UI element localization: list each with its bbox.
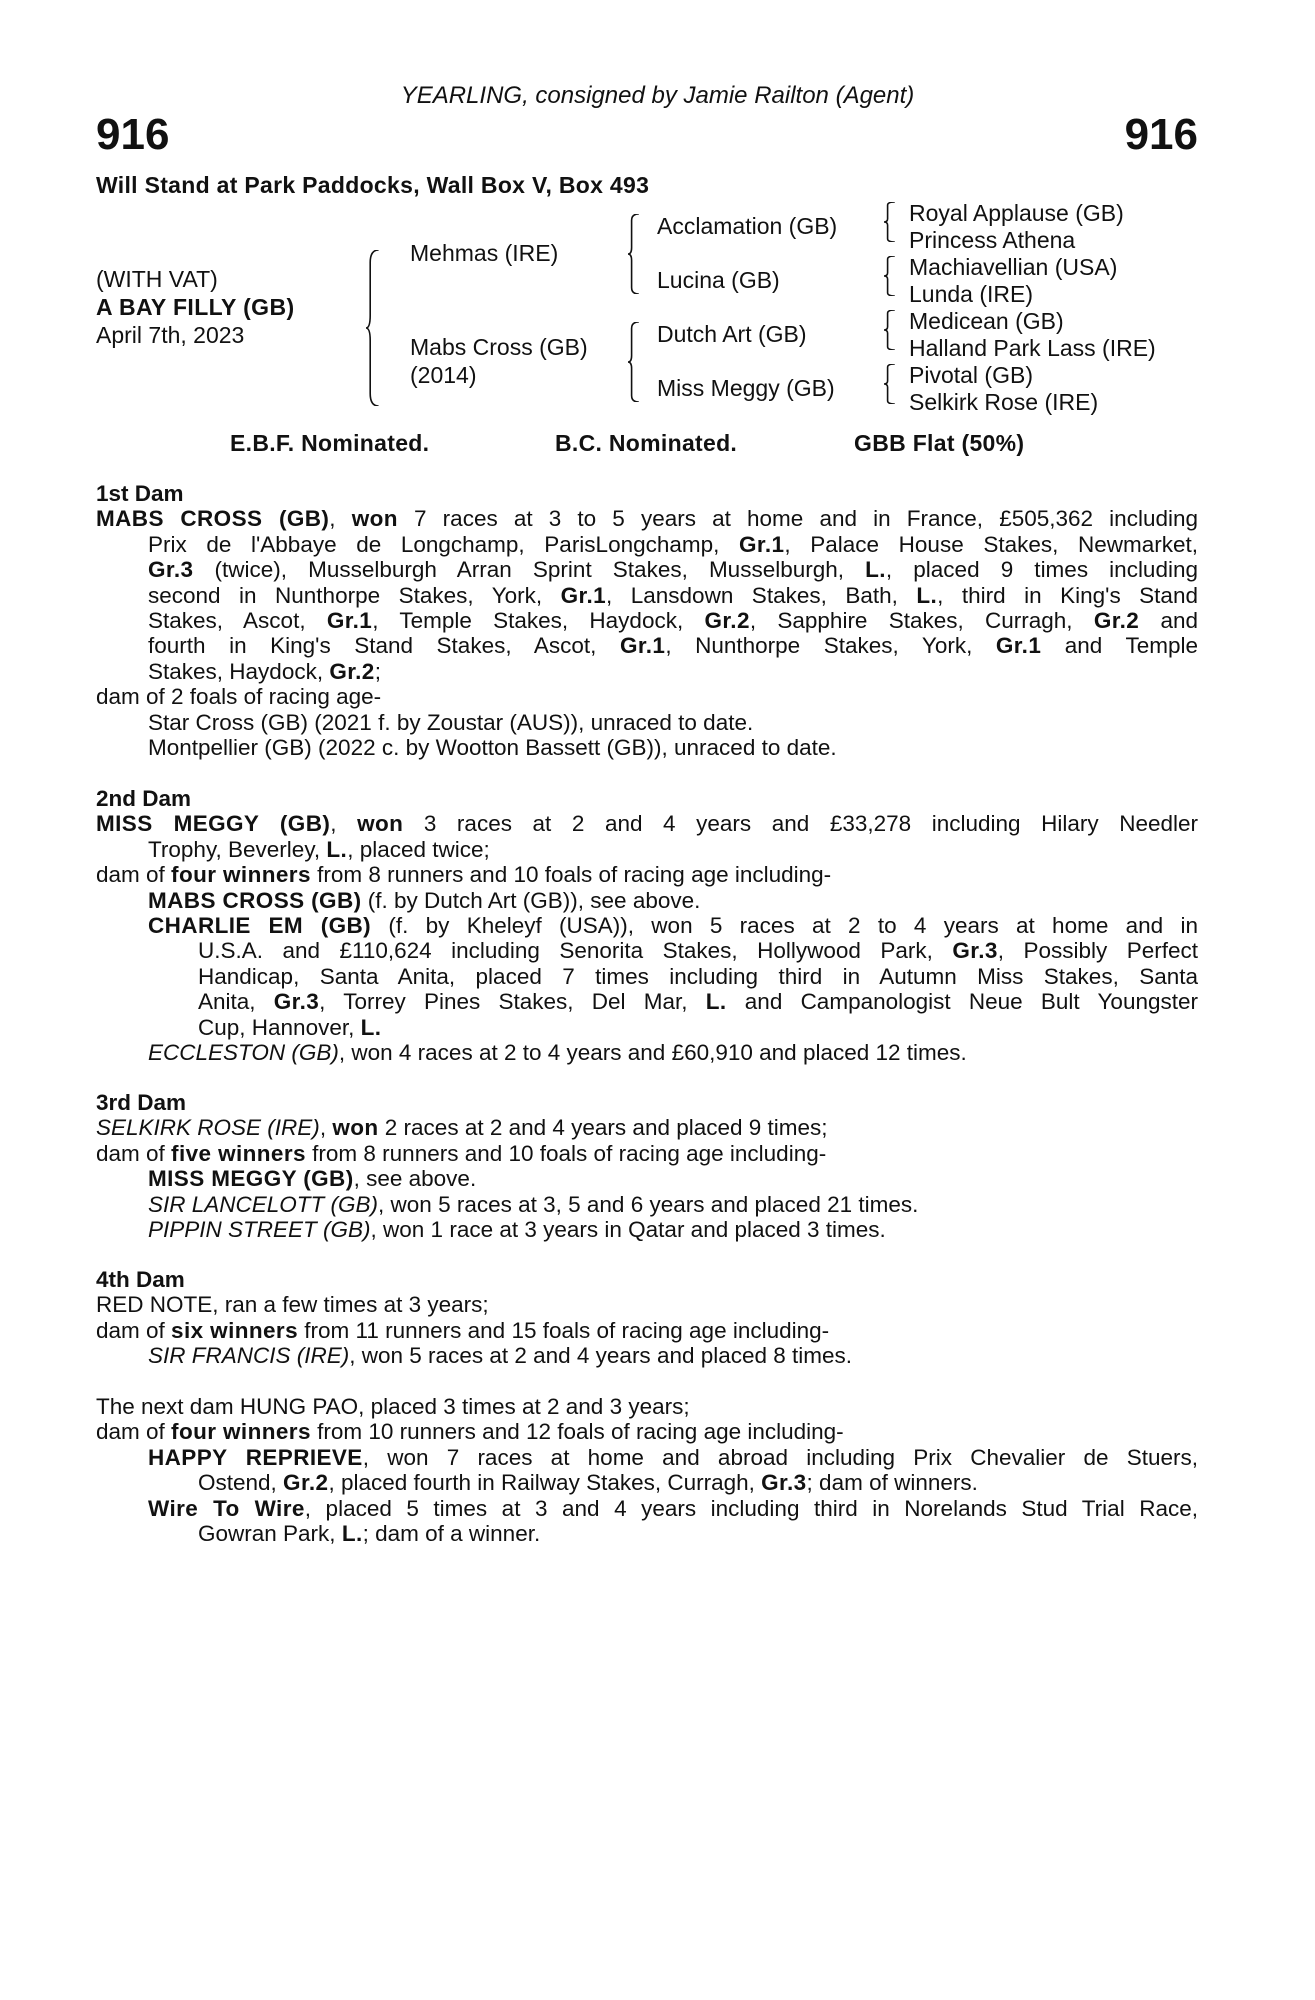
text-line <box>96 1419 1198 1444</box>
text-line <box>96 557 1198 582</box>
text-line <box>96 1217 1198 1242</box>
section-heading: 4th Dam <box>96 1267 185 1292</box>
dam: Mabs Cross (GB) <box>410 334 588 360</box>
bold-text: MABS CROSS (GB) <box>148 887 362 913</box>
text-line <box>96 938 1198 963</box>
text-line <box>96 1343 1198 1368</box>
ancestor: Royal Applause (GB) <box>909 200 1124 226</box>
text-line <box>96 710 1198 735</box>
text: Handicap, Santa Anita, placed 7 times including third in Autumn Miss Stakes, Santa <box>198 963 1198 989</box>
text: dam of <box>96 1140 172 1166</box>
section-heading: 2nd Dam <box>96 786 192 811</box>
vat-note: (WITH VAT) <box>96 266 218 292</box>
text-line <box>96 532 1198 557</box>
text-line <box>96 684 1198 709</box>
bold-text: Gr.3 <box>952 938 998 964</box>
text: , Lansdown Stakes, Bath, <box>606 582 917 608</box>
text: from 10 runners and 12 foals of racing age including- <box>310 1419 844 1445</box>
text: , Nunthorpe Stakes, York, <box>665 633 996 659</box>
text: , won 4 races at 2 to 4 years and £60,910 and placed 12 times. <box>338 1039 967 1065</box>
italic-text: SIR LANCELOTT (GB) <box>148 1191 379 1217</box>
text: , won 7 races at home and abroad including Prix Chevalier de Stuers, <box>362 1444 1199 1470</box>
text: (f. by Dutch Art (GB)), see above. <box>361 887 701 913</box>
text: ; dam of a winner. <box>362 1520 541 1546</box>
text-line <box>96 506 1198 531</box>
text-line <box>96 837 1198 862</box>
bold-text: Gr.2 <box>1093 607 1140 633</box>
bold-text: Gr.3 <box>761 1470 807 1496</box>
ancestor: Selkirk Rose (IRE) <box>909 389 1099 415</box>
text-line <box>96 1496 1198 1521</box>
bold-text: HAPPY REPRIEVE <box>148 1444 363 1470</box>
text-line <box>96 659 1198 684</box>
text: Trophy, Beverley, <box>148 836 327 862</box>
text: , placed twice; <box>347 836 490 862</box>
text: ; dam of winners. <box>806 1470 978 1496</box>
text: Cup, Hannover, <box>198 1014 361 1040</box>
pedigree-brace <box>884 256 896 296</box>
ancestor: Machiavellian (USA) <box>909 254 1118 280</box>
text: ; <box>374 658 381 684</box>
bold-text: six winners <box>171 1317 298 1343</box>
bold-text: four winners <box>171 1419 311 1445</box>
text: Star Cross (GB) (2021 f. by Zoustar (AUS)), unraced to date. <box>148 709 754 735</box>
text: Anita, <box>198 989 274 1015</box>
text-line <box>96 1445 1198 1470</box>
text: , Temple Stakes, Haydock, <box>372 607 705 633</box>
pedigree-brace <box>628 322 640 402</box>
text: , <box>329 506 352 532</box>
bold-text: won <box>332 1115 379 1141</box>
text: , placed 9 times including <box>885 557 1198 583</box>
text: and Campanologist Neue Bult Youngster <box>726 989 1198 1015</box>
bold-text: MISS MEGGY (GB) <box>148 1166 354 1192</box>
section-4th-dam <box>96 1267 1198 1369</box>
text-line <box>96 888 1198 913</box>
text: 7 races at 3 to 5 years at home and in France, £505,362 including <box>397 506 1198 532</box>
text: , placed 5 times at 3 and 4 years including third in Norelands Stud Trial Race, <box>304 1495 1198 1521</box>
bold-text: Gr.2 <box>283 1470 329 1496</box>
bold-text: L. <box>705 989 727 1015</box>
section-2nd-dam <box>96 786 1198 1065</box>
text-line <box>96 633 1198 658</box>
ancestor: Princess Athena <box>909 227 1076 253</box>
stabling-location: Will Stand at Park Paddocks, Wall Box V, Box 493 <box>96 172 650 198</box>
text-line <box>96 1166 1198 1191</box>
text: , <box>319 1115 333 1141</box>
text: dam of <box>96 862 172 888</box>
text: The next dam HUNG PAO, placed 3 times at 2 and 3 years; <box>96 1394 690 1419</box>
bold-text: MABS CROSS (GB) <box>96 506 330 532</box>
text-line <box>96 1192 1198 1217</box>
bold-text: L. <box>865 557 886 583</box>
ancestor: Medicean (GB) <box>909 308 1064 334</box>
text: (twice), Musselburgh Arran Sprint Stakes, Musselburgh, <box>193 557 866 583</box>
text: fourth in King's Stand Stakes, Ascot, <box>148 633 620 659</box>
text: , see above. <box>353 1166 477 1192</box>
text: Prix de l'Abbaye de Longchamp, ParisLongchamp, <box>148 531 740 557</box>
text-line <box>96 862 1198 887</box>
text-line <box>96 1292 1198 1317</box>
text-line <box>96 1318 1198 1343</box>
text: 3 races at 2 and 4 years and £33,278 including Hilary Needler <box>403 811 1198 837</box>
bold-text: Gr.2 <box>704 607 750 633</box>
text-line <box>96 1141 1198 1166</box>
grandsire-paternal: Acclamation (GB) <box>657 213 838 239</box>
text: Ostend, <box>198 1470 284 1496</box>
bold-text: Gr.3 <box>273 989 320 1015</box>
pedigree-brace <box>884 310 896 350</box>
italic-text: ECCLESTON (GB) <box>148 1039 339 1065</box>
bold-text: Gr.1 <box>995 633 1042 659</box>
text: , Torrey Pines Stakes, Del Mar, <box>319 989 706 1015</box>
text-line <box>96 735 1198 760</box>
text-line <box>96 1394 1198 1419</box>
bold-text: Gr.1 <box>560 582 607 608</box>
section-heading: 1st Dam <box>96 481 184 506</box>
text: , won 5 races at 2 and 4 years and placed 8 times. <box>349 1343 853 1369</box>
dam-year: (2014) <box>410 362 477 388</box>
ancestor: Halland Park Lass (IRE) <box>909 335 1156 361</box>
granddam-paternal: Lucina (GB) <box>657 267 780 293</box>
pedigree-brace <box>884 364 896 404</box>
text-line <box>96 913 1198 938</box>
section-1st-dam <box>96 481 1198 760</box>
text: , third in King's Stand <box>937 582 1198 608</box>
text: , Palace House Stakes, Newmarket, <box>784 531 1198 557</box>
consignor-subtitle: YEARLING, consigned by Jamie Railton (Agent) <box>400 82 915 109</box>
bold-text: Gr.1 <box>326 607 373 633</box>
text: , placed fourth in Railway Stakes, Curragh, <box>328 1470 762 1496</box>
text: , won 1 race at 3 years in Qatar and placed 3 times. <box>370 1216 886 1242</box>
section-next-dam <box>96 1394 1198 1546</box>
bold-text: Gr.1 <box>739 531 785 557</box>
italic-text: SELKIRK ROSE (IRE) <box>96 1115 320 1141</box>
text: , Sapphire Stakes, Curragh, <box>749 607 1094 633</box>
bold-text: Gr.1 <box>619 633 666 659</box>
text-line <box>96 1521 1198 1546</box>
text: (f. by Kheleyf (USA)), won 5 races at 2 to 4 years at home and in <box>371 912 1198 938</box>
section-3rd-dam <box>96 1090 1198 1242</box>
grandsire-maternal: Dutch Art (GB) <box>657 321 807 347</box>
bold-text: CHARLIE EM (GB) <box>148 912 372 938</box>
granddam-maternal: Miss Meggy (GB) <box>657 375 835 401</box>
text: , <box>330 811 358 837</box>
lot-number-right: 916 <box>1124 110 1198 159</box>
text-line <box>96 964 1198 989</box>
text: Stakes, Ascot, <box>148 607 327 633</box>
text: and <box>1139 607 1199 633</box>
text: from 8 runners and 10 foals of racing age including- <box>305 1140 827 1166</box>
text: , won 5 races at 3, 5 and 6 years and placed 21 times. <box>378 1191 919 1217</box>
pedigree-brace <box>628 214 640 294</box>
text: and Temple <box>1041 633 1198 659</box>
horse-name: A BAY FILLY (GB) <box>96 294 295 320</box>
text: Montpellier (GB) (2022 c. by Wootton Bassett (GB)), unraced to date. <box>148 734 837 760</box>
text: Gowran Park, <box>198 1520 342 1546</box>
text: RED NOTE, ran a few times at 3 years; <box>96 1292 489 1318</box>
text: second in Nunthorpe Stakes, York, <box>148 582 561 608</box>
text-line <box>96 1470 1198 1495</box>
text-line <box>96 811 1198 836</box>
bold-text: Wire To Wire <box>148 1495 305 1521</box>
bold-text: L. <box>341 1520 363 1546</box>
bc-nomination: B.C. Nominated. <box>555 430 738 456</box>
bold-text: L. <box>916 582 938 608</box>
foaling-date: April 7th, 2023 <box>96 322 245 348</box>
text-line <box>96 608 1198 633</box>
bold-text: four winners <box>171 862 311 888</box>
text-line <box>96 583 1198 608</box>
bold-text: MISS MEGGY (GB) <box>96 811 331 837</box>
section-heading: 3rd Dam <box>96 1090 187 1115</box>
text: Stakes, Haydock, <box>148 658 330 684</box>
italic-text: PIPPIN STREET (GB) <box>148 1216 371 1242</box>
italic-text: SIR FRANCIS (IRE) <box>148 1343 350 1369</box>
text-line <box>96 1040 1198 1065</box>
text: 2 races at 2 and 4 years and placed 9 times; <box>378 1115 828 1141</box>
text: , Possibly Perfect <box>997 938 1198 964</box>
text-line <box>96 1115 1198 1140</box>
text: U.S.A. and £110,624 including Senorita Stakes, Hollywood Park, <box>198 938 953 964</box>
bold-text: Gr.2 <box>329 658 375 684</box>
bold-text: five winners <box>171 1140 306 1166</box>
ebf-nomination: E.B.F. Nominated. <box>230 430 430 456</box>
text-line <box>96 989 1198 1014</box>
lot-number-left: 916 <box>96 110 170 159</box>
text: dam of <box>96 1317 172 1343</box>
ancestor: Lunda (IRE) <box>909 281 1034 307</box>
text: from 11 runners and 15 foals of racing age including- <box>298 1317 830 1343</box>
ancestor: Pivotal (GB) <box>909 362 1033 388</box>
text: dam of 2 foals of racing age- <box>96 684 382 710</box>
bold-text: L. <box>326 836 348 862</box>
bold-text: won <box>351 506 398 532</box>
text: dam of <box>96 1419 172 1445</box>
pedigree-brace <box>366 250 380 406</box>
text: from 8 runners and 10 foals of racing age including- <box>310 862 832 888</box>
bold-text: won <box>357 811 404 837</box>
sire: Mehmas (IRE) <box>410 240 559 266</box>
pedigree-brace <box>884 202 896 242</box>
gbb-flat: GBB Flat (50%) <box>854 430 1025 456</box>
bold-text: Gr.3 <box>148 557 194 583</box>
text-line <box>96 1015 1198 1040</box>
bold-text: L. <box>360 1014 382 1040</box>
